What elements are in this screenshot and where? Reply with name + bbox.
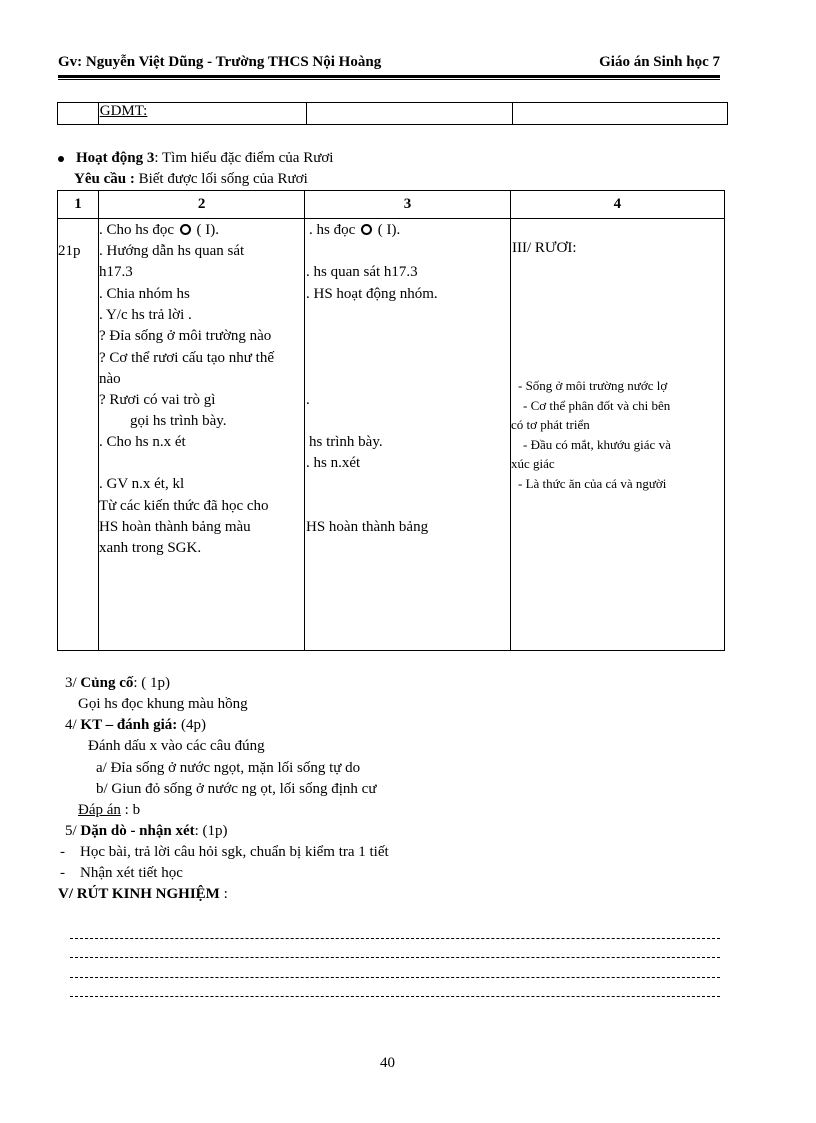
- dashed-line: [70, 977, 720, 978]
- teacher-line: ? Đỉa sống ở môi trường nào: [99, 328, 272, 344]
- homework-item: - Nhận xét tiết học: [60, 865, 183, 881]
- teacher-line: h17.3: [99, 264, 133, 280]
- col-header-1: 1: [58, 191, 99, 219]
- assess-answer: Đáp án : b: [78, 802, 141, 818]
- consolidate-text: Gọi hs đọc khung màu hồng: [78, 696, 248, 712]
- student-line: .: [306, 392, 310, 408]
- header-rule-thin: [58, 79, 720, 80]
- header-subject: Giáo án Sinh học 7: [599, 54, 720, 70]
- student-line: . hs n.xét: [306, 455, 361, 471]
- symbol-circle-icon: [180, 224, 191, 235]
- header-teacher: Gv: Nguyễn Việt Dũng - Trường THCS Nội Hoàng: [58, 54, 382, 70]
- symbol-circle-icon: [361, 224, 372, 235]
- teacher-line: . Y/c hs trả lời .: [99, 307, 192, 323]
- teacher-line: xanh trong SGK.: [99, 540, 202, 556]
- experience-heading: V/ RÚT KINH NGHIỆM :: [58, 886, 228, 902]
- student-line: hs trình bày.: [309, 434, 383, 450]
- teacher-line: ? Rươi có vai trò gì: [99, 392, 216, 408]
- activity-title: Hoạt động 3: Tìm hiểu đặc điểm của Rươi: [58, 148, 333, 168]
- assess-option-b: b/ Giun đỏ sống ở nước ng ọt, lối sống định cư: [96, 781, 377, 797]
- teacher-line: . Cho hs đọc ( I).: [99, 222, 219, 238]
- content-line: - Đầu có mắt, khướu giác và: [523, 437, 671, 452]
- dashed-line: [70, 957, 720, 958]
- dashed-line: [70, 938, 720, 939]
- content-line: xúc giác: [511, 456, 555, 471]
- assess-option-a: a/ Đỉa sống ở nước ngọt, mặn lối sống tự do: [96, 760, 361, 776]
- header-rule-thick: [58, 75, 720, 78]
- teacher-line: Từ các kiến thức đã học cho: [99, 498, 269, 514]
- teacher-line: . Hướng dẫn hs quan sát: [99, 243, 245, 259]
- content-line: có tơ phát triển: [511, 417, 590, 432]
- content-line: - Cơ thể phân đốt và chi bên: [523, 398, 671, 413]
- teacher-line: gọi hs trình bày.: [130, 413, 227, 429]
- content-heading: III/ RƯƠI:: [512, 240, 577, 256]
- bullet-icon: [58, 156, 64, 162]
- teacher-line: ? Cơ thể rươi cấu tạo như thế: [99, 350, 274, 366]
- gdmt-table: [57, 102, 728, 125]
- teacher-line: HS hoàn thành bảng màu: [99, 519, 251, 535]
- col-header-2: 2: [98, 191, 304, 219]
- student-line: . hs đọc ( I).: [309, 222, 401, 238]
- gdmt-cell: GDMT:: [98, 103, 306, 125]
- time-cell: 21p: [58, 243, 81, 259]
- content-line: - Sống ở môi trường nước lợ: [518, 378, 668, 393]
- activity-requirement: Yêu cầu : Biết được lối sống của Rươi: [74, 171, 308, 187]
- col-header-3: 3: [305, 191, 510, 219]
- col-header-4: 4: [510, 191, 724, 219]
- content-line: - Là thức ăn của cá và người: [518, 476, 667, 491]
- teacher-line: nào: [99, 371, 121, 387]
- page-number: 40: [380, 1055, 395, 1071]
- student-line: . HS hoạt động nhóm.: [306, 286, 438, 302]
- consolidate-heading: 3/ Củng cố: ( 1p): [65, 675, 171, 691]
- homework-item: - Học bài, trả lời câu hỏi sgk, chuẩn bị kiểm tra 1 tiết: [60, 844, 389, 860]
- dashed-line: [70, 996, 720, 997]
- assess-heading: 4/ KT – đánh giá: (4p): [65, 717, 207, 733]
- assess-instruction: Đánh dấu x vào các câu đúng: [88, 738, 265, 754]
- teacher-line: . GV n.x ét, kl: [99, 476, 185, 492]
- teacher-line: . Chia nhóm hs: [99, 286, 190, 302]
- student-line: . hs quan sát h17.3: [306, 264, 418, 280]
- homework-heading: 5/ Dặn dò - nhận xét: (1p): [65, 823, 228, 839]
- teacher-line: . Cho hs n.x ét: [99, 434, 186, 450]
- student-line: HS hoàn thành bảng: [306, 519, 429, 535]
